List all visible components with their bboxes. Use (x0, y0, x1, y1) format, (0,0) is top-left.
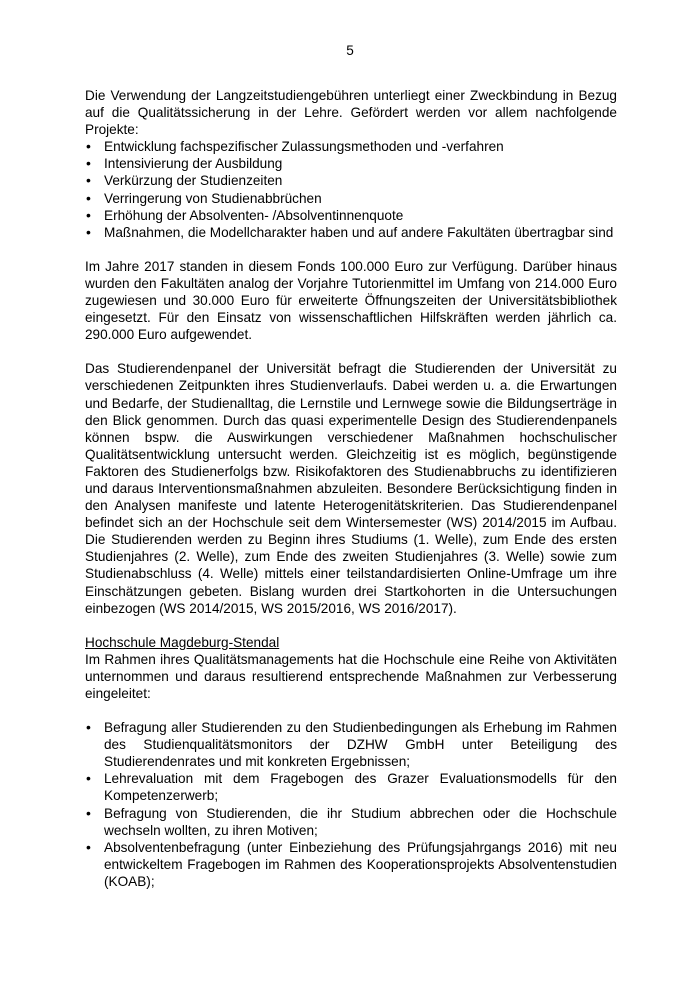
list-item: • Intensivierung der Ausbildung (85, 155, 617, 172)
list-item: • Lehrevaluation mit dem Fragebogen des Grazer Evaluationsmodells für den Kompetenzerwerb; (85, 770, 617, 804)
panel-paragraph: Das Studierendenpanel der Universität befragt die Studierenden der Universität zu verschiedenen Zeitpunkten ihres Studienverlaufs. Dabei werden u. a. die Erwartungen und Bedarfe, der Studienalltag, die Lernstile und Lernwege sowie die Bildungserträge in den Blick genommen. Durch das quasi experimentelle Design des Studierendenpanels können bspw. die Auswirkungen verschiedener Maßnahmen hochschulischer Qualitätsentwicklung untersucht werden. Gleichzeitig ist es möglich, begünstigende Faktoren des Studienerfolgs bzw. Risikofaktoren des Studienabbruchs zu identifizieren und daraus Interventionsmaßnahmen abzuleiten. Besondere Berücksichtigung finden in den Analysen manifeste und latente Heterogenitätskriterien. Das Studierendenpanel befindet sich an der Hochschule seit dem Wintersemester (WS) 2014/2015 im Aufbau. Die Studierenden werden zu Beginn ihres Studiums (1. Welle), zum Ende des ersten Studienjahres (2. Welle), zum Ende des zweiten Studienjahres (3. Welle) sowie zum Studienabschluss (4. Welle) mittels einer teilstandardisierten Online-Umfrage um ihre Einschätzungen gebeten. Bislang wurden drei Startkohorten in die Untersuchungen einbezogen (WS 2014/2015, WS 2015/2016, WS 2016/2017). (85, 361, 617, 616)
project-list (85, 138, 617, 241)
list-item: • Erhöhung der Absolventen- /Absolventinnenquote (85, 207, 617, 224)
list-item: • Verkürzung der Studienzeiten (85, 172, 617, 189)
section-heading: Hochschule Magdeburg-Stendal (85, 634, 280, 650)
list-item: • Verringerung von Studienabbrüchen (85, 190, 617, 207)
measures-list (85, 719, 617, 890)
list-item: • Befragung von Studierenden, die ihr Studium abbrechen oder die Hochschule wechseln wollten, zu ihren Motiven; (85, 805, 617, 839)
funds-paragraph: Im Jahre 2017 standen in diesem Fonds 100.000 Euro zur Verfügung. Darüber hinaus wurden den Fakultäten analog der Vorjahre Tutorienmittel im Umfang von 214.000 Euro zugewiesen und 30.000 Euro für erweiterte Öffnungszeiten der Universitätsbibliothek eingesetzt. Für den Einsatz von wissenschaftlichen Hilfskräften werden jährlich ca. 290.000 Euro aufgewendet. (85, 258, 617, 343)
page-body (85, 87, 617, 890)
list-item: • Entwicklung fachspezifischer Zulassungsmethoden und -verfahren (85, 138, 617, 155)
list-item: • Befragung aller Studierenden zu den Studienbedingungen als Erhebung im Rahmen des Studienqualitätsmonitors der DZHW GmbH unter Beteiligung des Studierendenrates und mit konkreten Ergebnissen; (85, 719, 617, 770)
list-item: • Absolventenbefragung (unter Einbeziehung des Prüfungsjahrgangs 2016) mit neu entwickeltem Fragebogen im Rahmen des Kooperationsprojekts Absolventenstudien (KOAB); (85, 839, 617, 890)
intro-paragraph: Die Verwendung der Langzeitstudiengebühren unterliegt einer Zweckbindung in Bezug auf die Qualitätssicherung in der Lehre. Gefördert werden vor allem nachfolgende Projekte: (85, 88, 617, 138)
list-item: • Maßnahmen, die Modellcharakter haben und auf andere Fakultäten übertragbar sind (85, 224, 617, 241)
section-intro-paragraph: Im Rahmen ihres Qualitätsmanagements hat die Hochschule eine Reihe von Aktivitäten unternommen und daraus resultierend entsprechende Maßnahmen zur Verbesserung eingeleitet: (85, 651, 617, 701)
page-number: 5 (346, 43, 354, 58)
